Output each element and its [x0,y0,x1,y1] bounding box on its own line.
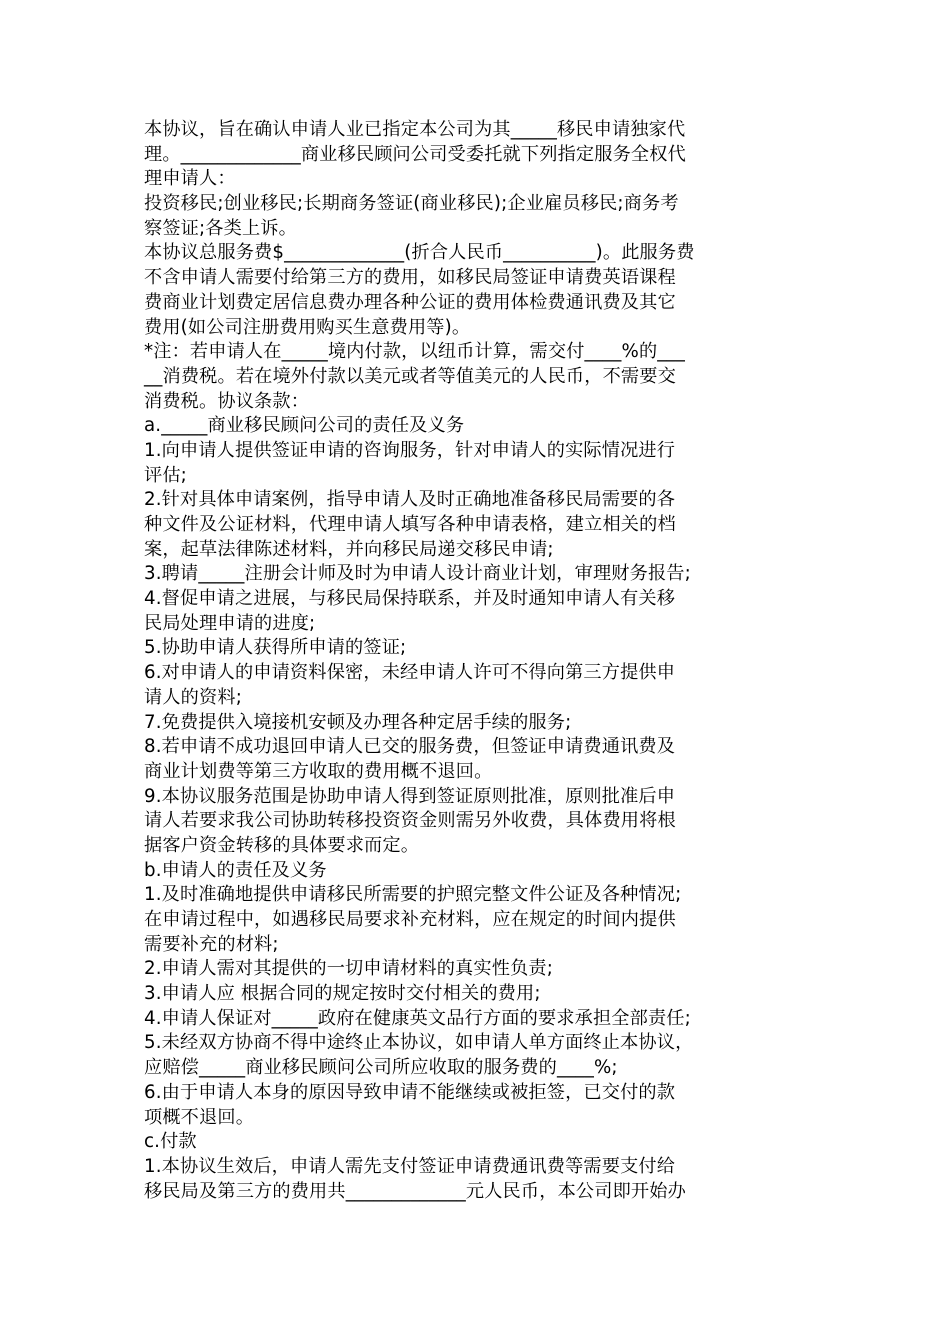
text-line: 8.若申请不成功退回申请人已交的服务费，但签证申请费通讯费及 [144,736,676,758]
section-heading-a: a._____商业移民顾问公司的责任及义务 [144,415,465,437]
text-line: 6.由于申请人本身的原因导致申请不能继续或被拒签，已交付的款 [144,1081,676,1103]
text-line: 不含申请人需要付给第三方的费用，如移民局签证申请费英语课程 [144,267,676,289]
document-body [144,118,812,1204]
text-line: 案，起草法律陈述材料，并向移民局递交移民申请; [144,538,554,560]
text-line: 评估; [144,464,187,486]
text-line: 费商业计划费定居信息费办理各种公证的费用体检费通讯费及其它 [144,291,676,313]
text-line: 理申请人： [144,168,236,190]
text-line: 消费税。协议条款： [144,390,310,412]
text-line: 请人的资料; [144,686,242,708]
text-line: 请人若要求我公司协助转移投资资金则需另外收费，具体费用将根 [144,810,676,832]
section-heading-c: c.付款 [144,1131,197,1153]
text-line: 1.向申请人提供签证申请的咨询服务，针对申请人的实际情况进行 [144,439,676,461]
text-line: 民局处理申请的进度; [144,612,316,634]
text-line: 1.本协议生效后，申请人需先支付签证申请费通讯费等需要支付给 [144,1155,676,1177]
text-line: 4.督促申请之进展，与移民局保持联系，并及时通知申请人有关移 [144,588,676,610]
text-line: 投资移民;创业移民;长期商务签证(商业移民);企业雇员移民;商务考 [144,193,679,215]
text-line: 3.申请人应 根据合同的规定按时交付相关的费用; [144,983,541,1005]
text-line: 2.针对具体申请案例，指导申请人及时正确地准备移民局需要的各 [144,489,676,511]
text-line: 种文件及公证材料，代理申请人填写各种申请表格，建立相关的档 [144,514,676,535]
text-line: 费用(如公司注册费用购买生意费用等)。 [144,316,471,338]
text-line: 5.协助申请人获得所申请的签证; [144,637,407,659]
text-line: 理。_____________商业移民顾问公司受委托就下列指定服务全权代 [144,143,686,165]
text-line: 9.本协议服务范围是协助申请人得到签证原则批准，原则批准后申 [144,785,676,807]
section-heading-b: b.申请人的责任及义务 [144,859,327,881]
text-line: *注：若申请人在_____境内付款，以纽币计算，需交付____%的___ [144,341,686,363]
text-line: 项概不退回。 [144,1106,255,1128]
text-line: __消费税。若在境外付款以美元或者等值美元的人民币，不需要交 [144,365,676,387]
text-line: 5.未经双方协商不得中途终止本协议，如申请人单方面终止本协议， [144,1032,694,1054]
text-line: 3.聘请_____注册会计师及时为申请人设计商业计划，审理财务报告; [144,563,691,585]
text-line: 察签证;各类上诉。 [144,217,297,239]
text-line: 商业计划费等第三方收取的费用概不退回。 [144,760,493,782]
text-line: 6.对申请人的申请资料保密，未经申请人许可不得向第三方提供申 [144,662,676,684]
text-line: 据客户资金转移的具体要求而定。 [144,834,420,856]
text-line: 2.申请人需对其提供的一切申请材料的真实性负责; [144,958,554,980]
text-line: 7.免费提供入境接机安顿及办理各种定居手续的服务; [144,711,572,733]
text-line: 移民局及第三方的费用共_____________元人民币，本公司即开始办 [144,1180,686,1202]
text-line: 应赔偿_____商业移民顾问公司所应收取的服务费的____%; [144,1057,618,1079]
text-line: 在申请过程中，如遇移民局要求补充材料，应在规定的时间内提供 [144,909,676,930]
text-line: 需要补充的材料; [144,933,279,955]
text-line: 4.申请人保证对_____政府在健康英文品行方面的要求承担全部责任; [144,1007,691,1029]
text-line: 本协议总服务费$_____________(折合人民币__________)。此服务费 [144,242,695,264]
text-line: 本协议，旨在确认申请人业已指定本公司为其_____移民申请独家代 [144,119,686,140]
text-line: 1.及时准确地提供申请移民所需要的护照完整文件公证及各种情况; [144,884,682,906]
